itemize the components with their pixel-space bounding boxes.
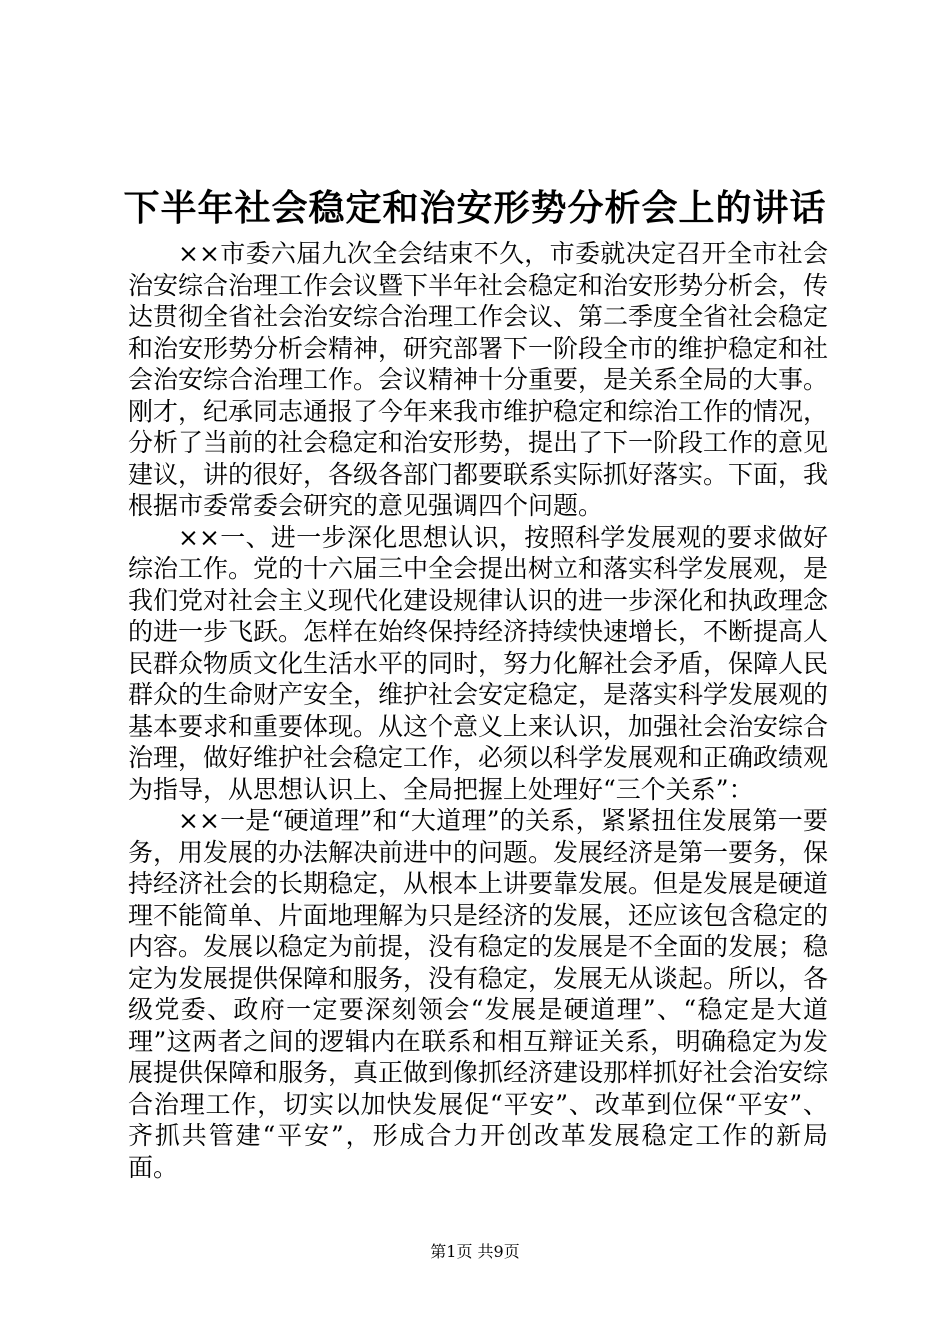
document-title: 下半年社会稳定和治安形势分析会上的讲话 <box>123 187 827 229</box>
document-body <box>128 238 828 1183</box>
paragraph-intro: ××市委六届九次全会结束不久，市委就决定召开全市社会治安综合治理工作会议暨下半年社会稳定和治安形势分析会，传达贯彻全省社会治安综合治理工作会议、第二季度全省社会稳定和治安形势分析会精神，研究部署下一阶段全市的维护稳定和社会治安综合治理工作。会议精神十分重要，是关系全局的大事。刚才，纪承同志通报了今年来我市维护稳定和综治工作的情况，分析了当前的社会稳定和治安形势，提出了下一阶段工作的意见建议，讲的很好，各级各部门都要联系实际抓好落实。下面，我根据市委常委会研究的意见强调四个问题。 <box>128 239 829 520</box>
page-footer: 第1页 共9页 <box>430 1242 520 1261</box>
paragraph-relation-one: ××一是“硬道理”和“大道理”的关系，紧紧扭住发展第一要务，用发展的办法解决前进中的问题。发展经济是第一要务，保持经济社会的长期稳定，从根本上讲要靠发展。但是发展是硬道理不能简单、片面地理解为只是经济的发展，还应该包含稳定的内容。发展以稳定为前提，没有稳定的发展是不全面的发展；稳定为发展提供保障和服务，没有稳定，发展无从谈起。所以，各级党委、政府一定要深刻领会“发展是硬道理”、“稳定是大道理”这两者之间的逻辑内在联系和相互辩证关系，明确稳定为发展提供保障和服务，真正做到像抓经济建设那样抓好社会治安综合治理工作，切实以加快发展促“平安”、改革到位保“平安”、齐抓共管建“平安”，形成合力开创改革发展稳定工作的新局面。 <box>128 806 829 1182</box>
paragraph-section-one: ××一、进一步深化思想认识，按照科学发展观的要求做好综治工作。党的十六届三中全会提出树立和落实科学发展观，是我们党对社会主义现代化建设规律认识的进一步深化和执政理念的进一步飞跃。怎样在始终保持经济持续快速增长，不断提高人民群众物质文化生活水平的同时，努力化解社会矛盾，保障人民群众的生命财产安全，维护社会安定稳定，是落实科学发展观的基本要求和重要体现。从这个意义上来认识，加强社会治安综合治理，做好维护社会稳定工作，必须以科学发展观和正确政绩观为指导，从思想认识上、全局把握上处理好“三个关系”： <box>128 522 829 804</box>
